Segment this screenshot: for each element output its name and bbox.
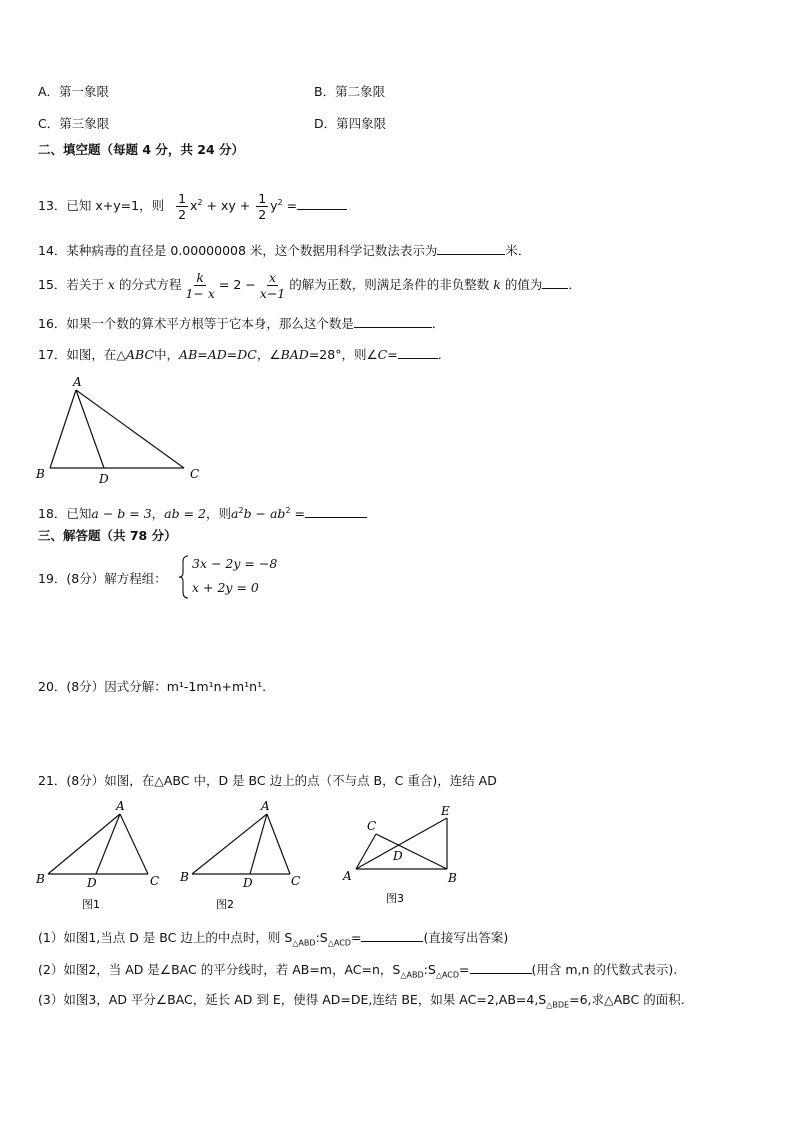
- question-21-part-3: (3）如图3，AD 平分∠BAC，延长 AD 到 E，使得 AD=DE,连结 BE，如果 $AC=2,AB=4,S_{\triangle BDE}=6$,求△ABC 的面积．: [38, 992, 694, 1010]
- fig2-caption: 图2: [216, 898, 234, 911]
- q15-eq: = 2 −: [218, 277, 256, 292]
- q15-suffix: 的解为正数，则满足条件的非负整数: [289, 277, 490, 292]
- q18-expr-1: a − b = 3: [91, 506, 152, 522]
- question-15: [38, 268, 581, 306]
- question-21-part-2: (2）如图2，当 AD 是∠BAC 的平分线时，若 AB=m，AC=n，$S_{\triangle ABD}:S_{\triangle ACD}=$ (用含 m,n 的代数式表示).: [38, 962, 678, 980]
- fig3-caption: 图3: [386, 892, 404, 905]
- q13-num-2: 1: [258, 191, 267, 207]
- fig17-label-c: C: [190, 467, 200, 481]
- option-c: C．第三象限: [38, 116, 110, 131]
- fig1-label-d: D: [87, 876, 97, 890]
- q18-expr-2: ab = 2: [164, 506, 206, 522]
- q17-angle: BAD: [280, 347, 309, 362]
- option-d: D．第四象限: [314, 116, 387, 131]
- fig1-label-b: B: [36, 872, 45, 886]
- q13-answer-blank[interactable]: [297, 197, 347, 210]
- q15-fraction-2: [258, 270, 287, 301]
- question-16: [38, 315, 444, 332]
- q18-answer-blank[interactable]: [305, 505, 367, 518]
- question-13: 13．已知 x+y=1，则 $\frac{1}{2}$ $x^2$ + xy + $\frac{1}{2}$ $y^2$ =: [38, 186, 347, 224]
- q15-f2-num: x: [268, 270, 277, 285]
- q13-y: y: [270, 198, 278, 214]
- q13-fraction-1: [176, 191, 188, 222]
- fig3-label-b: B: [448, 871, 457, 885]
- q15-k: k: [493, 277, 501, 292]
- question-20: 20．(8分）因式分解：m¹-1m¹n+m¹n¹.: [38, 679, 267, 694]
- fig3-label-a: A: [343, 869, 352, 883]
- q15-tail: ．: [568, 277, 581, 292]
- fig1-label-c: C: [150, 874, 160, 888]
- q15-x: x: [107, 277, 115, 292]
- q15-f1-den: 1− x: [185, 286, 215, 301]
- fig17-label-a: A: [73, 375, 82, 389]
- q13-fraction-2: [256, 191, 268, 222]
- q16-text: 16．如果一个数的算术平方根等于它本身，那么这个数是: [38, 316, 354, 331]
- fig2-label-d: D: [243, 876, 253, 890]
- q17-eqs: =: [387, 347, 398, 362]
- question-21-part-1: (1）如图1,当点 D 是 BC 边上的中点时，则 $S_{\triangle ABD}:S_{\triangle ACD}=$ (直接写出答案): [38, 930, 509, 948]
- q15-f2-den: x−1: [259, 286, 286, 301]
- fig1-label-a: A: [116, 799, 125, 813]
- question-14: [38, 242, 530, 259]
- question-18: 18．已知a − b = 3，ab = 2，则$a^2b - ab^2$ =: [38, 503, 367, 522]
- q17-condition: AB=AD=DC: [179, 347, 257, 362]
- q18-mid: ，则: [206, 506, 232, 522]
- q21-1-answer-blank[interactable]: [361, 929, 423, 942]
- fig17-label-d: D: [99, 472, 109, 486]
- q17-triangle: △ABC: [116, 347, 155, 362]
- q17-c: C: [377, 347, 388, 362]
- q21-2-answer-blank[interactable]: [470, 961, 532, 974]
- fig2-label-a: A: [261, 799, 270, 813]
- question-21: 21．(8分）如图，在△ABC 中，D 是 BC 边上的点（不与点 B，C 重合)，连结 AD: [38, 773, 497, 788]
- q18-expr-3b: b − ab: [243, 506, 286, 522]
- q14-answer-blank[interactable]: [437, 242, 505, 255]
- option-b: B．第二象限: [314, 84, 386, 99]
- q17-tail: .: [437, 347, 442, 362]
- fig2-label-c: C: [291, 874, 301, 888]
- q16-tail: ．: [431, 316, 445, 331]
- section3-title: 三、解答题（共 78 分）: [38, 528, 177, 543]
- fig1-caption: 图1: [82, 898, 100, 911]
- q18-prefix: 18．已知: [38, 506, 92, 522]
- fig3-label-d: D: [393, 849, 403, 863]
- q13-eq: =: [286, 198, 298, 214]
- q15-mid: 的分式方程: [118, 277, 182, 292]
- q13-prefix: 13．已知 x+y=1，则: [38, 198, 165, 214]
- q15-f1-num: k: [196, 270, 204, 285]
- q17-mid: 中，: [154, 347, 180, 362]
- q15-answer-blank[interactable]: [542, 276, 568, 289]
- q13-den-1: 2: [178, 207, 187, 223]
- q17-prefix: 17．如图，在: [38, 347, 117, 362]
- fig3-label-e: E: [441, 804, 450, 818]
- q19-eq1: 3x − 2y = −8: [192, 556, 278, 571]
- q18-eq: =: [294, 506, 306, 522]
- q13-den-2: 2: [258, 207, 267, 223]
- q13-x: x: [190, 198, 198, 214]
- q18-sep: ，: [151, 506, 165, 522]
- q18-expr-3a: a: [231, 506, 239, 522]
- q16-answer-blank[interactable]: [354, 315, 432, 328]
- q13-num-1: 1: [178, 191, 187, 207]
- q14-text: 14．某种病毒的直径是 0.00000008 米，这个数据用科学记数法表示为: [38, 243, 438, 258]
- question-19: 19．(8分）解方程组：: [38, 571, 167, 586]
- q17-answer-blank[interactable]: [398, 346, 438, 359]
- q13-mid: + xy +: [206, 198, 251, 214]
- q19-eq2: x + 2y = 0: [192, 580, 259, 595]
- fig17-label-b: B: [36, 467, 45, 481]
- q15-suffix2: 的值为: [504, 277, 543, 292]
- section2-title: 二、填空题（每题 4 分，共 24 分）: [38, 142, 245, 157]
- q17-deg: =28°，则∠: [308, 347, 378, 362]
- q15-fraction-1: [183, 270, 216, 301]
- fig3-label-c: C: [367, 819, 377, 833]
- q14-tail: 米．: [505, 243, 531, 258]
- q15-prefix: 15．若关于: [38, 277, 104, 292]
- question-17: [38, 346, 442, 363]
- fig2-label-b: B: [180, 870, 189, 884]
- q17-sep: ，∠: [256, 347, 281, 362]
- q19-brace: [178, 554, 190, 600]
- option-a: A．第一象限: [38, 84, 110, 99]
